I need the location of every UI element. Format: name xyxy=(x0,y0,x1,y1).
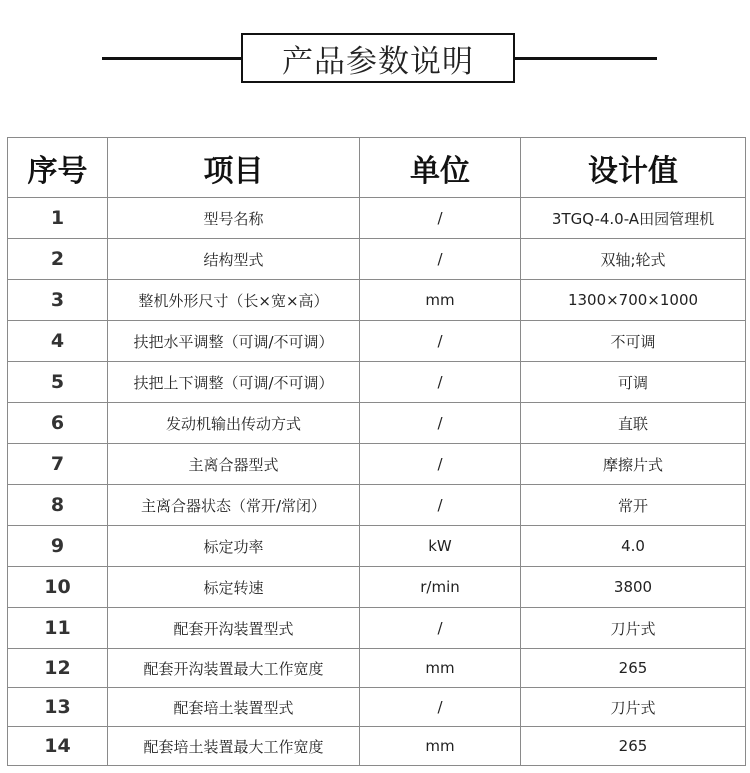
row-value: 双轴;轮式 xyxy=(521,239,746,280)
row-item: 配套开沟装置最大工作宽度 xyxy=(108,649,360,688)
table-row xyxy=(8,198,746,239)
row-item: 标定转速 xyxy=(108,567,360,608)
title-divider-left xyxy=(102,57,242,60)
section-title xyxy=(0,0,750,100)
row-unit: / xyxy=(360,362,521,403)
header-no: 序号 xyxy=(8,138,108,198)
row-no: 1 xyxy=(8,198,108,239)
row-item: 整机外形尺寸（长×宽×高） xyxy=(108,280,360,321)
row-value: 1300×700×1000 xyxy=(521,280,746,321)
row-value: 刀片式 xyxy=(521,688,746,727)
row-unit: mm xyxy=(360,280,521,321)
table-row xyxy=(8,727,746,766)
header-unit: 单位 xyxy=(360,138,521,198)
row-no: 9 xyxy=(8,526,108,567)
row-no: 12 xyxy=(8,649,108,688)
row-unit: / xyxy=(360,321,521,362)
row-value: 常开 xyxy=(521,485,746,526)
table-row xyxy=(8,608,746,649)
table-row xyxy=(8,688,746,727)
row-no: 4 xyxy=(8,321,108,362)
row-unit: / xyxy=(360,403,521,444)
row-no: 10 xyxy=(8,567,108,608)
row-value: 摩擦片式 xyxy=(521,444,746,485)
row-item: 发动机输出传动方式 xyxy=(108,403,360,444)
table-row xyxy=(8,444,746,485)
row-item: 主离合器状态（常开/常闭） xyxy=(108,485,360,526)
table-row xyxy=(8,485,746,526)
row-unit: kW xyxy=(360,526,521,567)
table-row xyxy=(8,362,746,403)
table-row xyxy=(8,649,746,688)
row-item: 标定功率 xyxy=(108,526,360,567)
spec-table xyxy=(7,137,746,766)
row-value: 刀片式 xyxy=(521,608,746,649)
row-unit: / xyxy=(360,485,521,526)
row-item: 扶把上下调整（可调/不可调） xyxy=(108,362,360,403)
row-item: 配套开沟装置型式 xyxy=(108,608,360,649)
header-item: 项目 xyxy=(108,138,360,198)
row-item: 配套培土装置最大工作宽度 xyxy=(108,727,360,766)
row-value: 不可调 xyxy=(521,321,746,362)
row-unit: r/min xyxy=(360,567,521,608)
row-no: 6 xyxy=(8,403,108,444)
row-item: 型号名称 xyxy=(108,198,360,239)
row-value: 265 xyxy=(521,727,746,766)
row-unit: mm xyxy=(360,649,521,688)
row-no: 7 xyxy=(8,444,108,485)
row-value: 3800 xyxy=(521,567,746,608)
row-value: 265 xyxy=(521,649,746,688)
row-value: 4.0 xyxy=(521,526,746,567)
table-row xyxy=(8,280,746,321)
row-item: 扶把水平调整（可调/不可调） xyxy=(108,321,360,362)
row-unit: / xyxy=(360,688,521,727)
row-item: 配套培土装置型式 xyxy=(108,688,360,727)
row-no: 13 xyxy=(8,688,108,727)
table-row xyxy=(8,567,746,608)
header-value: 设计值 xyxy=(521,138,746,198)
row-value: 可调 xyxy=(521,362,746,403)
title-box xyxy=(241,33,515,83)
row-no: 3 xyxy=(8,280,108,321)
row-no: 5 xyxy=(8,362,108,403)
row-item: 结构型式 xyxy=(108,239,360,280)
row-no: 11 xyxy=(8,608,108,649)
row-value: 3TGQ-4.0-A田园管理机 xyxy=(521,198,746,239)
title-text: 产品参数说明 xyxy=(282,43,474,80)
row-item: 主离合器型式 xyxy=(108,444,360,485)
row-no: 14 xyxy=(8,727,108,766)
title-divider-right xyxy=(514,57,657,60)
table-row xyxy=(8,526,746,567)
row-unit: mm xyxy=(360,727,521,766)
row-value: 直联 xyxy=(521,403,746,444)
table-row xyxy=(8,403,746,444)
row-no: 2 xyxy=(8,239,108,280)
row-unit: / xyxy=(360,198,521,239)
row-unit: / xyxy=(360,444,521,485)
table-header-row xyxy=(8,138,746,198)
row-no: 8 xyxy=(8,485,108,526)
table-row xyxy=(8,321,746,362)
row-unit: / xyxy=(360,608,521,649)
row-unit: / xyxy=(360,239,521,280)
table-row xyxy=(8,239,746,280)
